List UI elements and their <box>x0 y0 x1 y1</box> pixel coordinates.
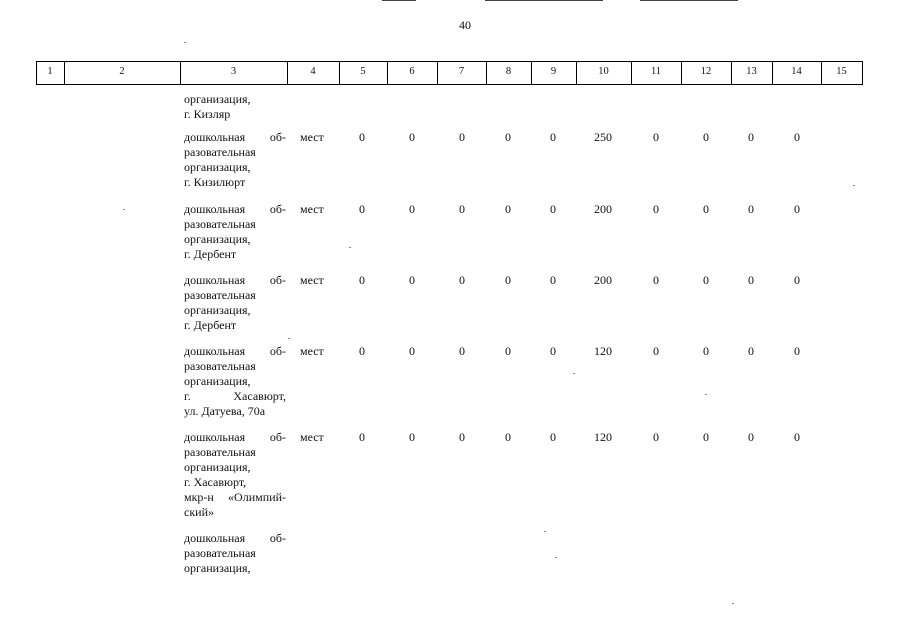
description-line: дошкольная об- <box>184 430 286 444</box>
header-cell: 6 <box>409 66 415 77</box>
value-cell-col-9: 0 <box>550 430 556 444</box>
value-cell-col-13: 0 <box>748 430 754 444</box>
value-cell-col-9: 0 <box>550 202 556 216</box>
value-cell-col-14: 0 <box>794 202 800 216</box>
unit-cell: мест <box>300 202 324 216</box>
value-cell-col-14: 0 <box>794 430 800 444</box>
value-cell-col-12: 0 <box>703 344 709 358</box>
header-cell: 11 <box>650 66 662 77</box>
value-cell-col-5: 0 <box>359 344 365 358</box>
header-cell: 9 <box>550 66 557 77</box>
value-cell-col-6: 0 <box>409 273 415 287</box>
scan-speck <box>705 394 707 395</box>
value-cell-col-10: 120 <box>594 430 612 444</box>
description-line: организация, <box>184 561 251 575</box>
value-cell-col-7: 0 <box>459 344 465 358</box>
scan-speck <box>555 557 557 558</box>
description-line: дошкольная об- <box>184 202 286 216</box>
value-cell-col-10: 120 <box>594 344 612 358</box>
scan-speck <box>184 42 186 43</box>
description-line: разовательная <box>184 359 256 373</box>
value-cell-col-5: 0 <box>359 202 365 216</box>
header-cell: 4 <box>310 66 316 77</box>
description-line: г. Хасавюрт, <box>184 389 286 403</box>
description-line: дошкольная об- <box>184 130 286 144</box>
value-cell-col-11: 0 <box>653 130 659 144</box>
description-line: ский» <box>184 505 214 519</box>
scan-speck <box>288 338 290 339</box>
description-line: организация, <box>184 303 251 317</box>
facility-description <box>184 92 286 122</box>
description-line: разовательная <box>184 546 256 560</box>
value-cell-col-11: 0 <box>653 344 659 358</box>
unit-cell: мест <box>300 430 324 444</box>
value-cell-col-6: 0 <box>409 344 415 358</box>
facility-description <box>184 130 286 190</box>
facility-description <box>184 531 286 576</box>
header-cell: 2 <box>119 66 125 77</box>
facility-description <box>184 273 286 333</box>
description-line: разовательная <box>184 445 256 459</box>
page-number: 40 <box>459 18 471 32</box>
value-cell-col-7: 0 <box>459 430 465 444</box>
facility-description <box>184 430 286 520</box>
scan-line <box>640 0 738 1</box>
value-cell-col-8: 0 <box>505 344 511 358</box>
value-cell-col-14: 0 <box>794 344 800 358</box>
header-cell: 1 <box>47 66 53 77</box>
scan-speck <box>853 185 855 186</box>
header-cell: 12 <box>700 66 712 77</box>
description-line: разовательная <box>184 145 256 159</box>
value-cell-col-9: 0 <box>550 344 556 358</box>
header-cell: 7 <box>458 66 465 77</box>
scan-speck <box>123 209 125 210</box>
value-cell-col-7: 0 <box>459 202 465 216</box>
value-cell-col-13: 0 <box>748 130 754 144</box>
value-cell-col-7: 0 <box>459 273 465 287</box>
scan-speck <box>732 603 734 604</box>
unit-cell: мест <box>300 273 324 287</box>
value-cell-col-8: 0 <box>505 130 511 144</box>
value-cell-col-7: 0 <box>459 130 465 144</box>
value-cell-col-14: 0 <box>794 130 800 144</box>
header-cell: 8 <box>505 66 512 77</box>
facility-description <box>184 202 286 262</box>
value-cell-col-10: 250 <box>594 130 612 144</box>
description-line: г. Дербент <box>184 318 237 332</box>
value-cell-col-12: 0 <box>703 430 709 444</box>
description-line: разовательная <box>184 217 256 231</box>
description-line: организация, <box>184 232 251 246</box>
value-cell-col-6: 0 <box>409 202 415 216</box>
value-cell-col-6: 0 <box>409 430 415 444</box>
unit-cell: мест <box>300 344 324 358</box>
scan-speck <box>349 247 351 248</box>
header-column-divider <box>862 61 863 85</box>
description-line: дошкольная об- <box>184 531 286 545</box>
scan-line <box>382 0 416 1</box>
unit-cell: мест <box>300 130 324 144</box>
value-cell-col-13: 0 <box>748 344 754 358</box>
scan-line <box>485 0 603 1</box>
description-line: организация, <box>184 460 251 474</box>
facility-description <box>184 344 286 419</box>
value-cell-col-13: 0 <box>748 273 754 287</box>
value-cell-col-8: 0 <box>505 273 511 287</box>
value-cell-col-11: 0 <box>653 430 659 444</box>
description-line: г. Хасавюрт, <box>184 475 247 489</box>
header-cell: 13 <box>746 66 757 77</box>
value-cell-col-10: 200 <box>594 273 612 287</box>
value-cell-col-12: 0 <box>703 202 709 216</box>
scan-speck <box>544 531 546 532</box>
description-line: дошкольная об- <box>184 273 286 287</box>
value-cell-col-5: 0 <box>359 430 365 444</box>
description-line: организация, <box>184 92 251 106</box>
value-cell-col-8: 0 <box>505 202 511 216</box>
description-line: г. Кизилюрт <box>184 175 246 189</box>
description-line: ул. Датуева, 70а <box>184 404 266 418</box>
description-line: организация, <box>184 160 251 174</box>
value-cell-col-12: 0 <box>703 130 709 144</box>
value-cell-col-5: 0 <box>359 273 365 287</box>
value-cell-col-8: 0 <box>505 430 511 444</box>
header-cell: 14 <box>791 66 802 77</box>
value-cell-col-13: 0 <box>748 202 754 216</box>
description-line: разовательная <box>184 288 256 302</box>
description-line: г. Дербент <box>184 247 237 261</box>
header-cell: 10 <box>598 66 609 77</box>
header-bottom-border <box>36 84 862 85</box>
header-cell: 3 <box>230 66 237 77</box>
description-line: дошкольная об- <box>184 344 286 358</box>
header-cell: 15 <box>836 66 847 77</box>
value-cell-col-11: 0 <box>653 202 659 216</box>
value-cell-col-9: 0 <box>550 130 556 144</box>
value-cell-col-14: 0 <box>794 273 800 287</box>
value-cell-col-12: 0 <box>703 273 709 287</box>
description-line: мкр-н «Олимпий- <box>184 490 286 504</box>
header-cell: 5 <box>360 66 366 77</box>
value-cell-col-11: 0 <box>653 273 659 287</box>
value-cell-col-9: 0 <box>550 273 556 287</box>
header-top-border <box>36 61 862 62</box>
value-cell-col-6: 0 <box>409 130 415 144</box>
value-cell-col-5: 0 <box>359 130 365 144</box>
value-cell-col-10: 200 <box>594 202 612 216</box>
scan-speck <box>573 373 575 374</box>
description-line: г. Кизляр <box>184 107 231 121</box>
description-line: организация, <box>184 374 251 388</box>
